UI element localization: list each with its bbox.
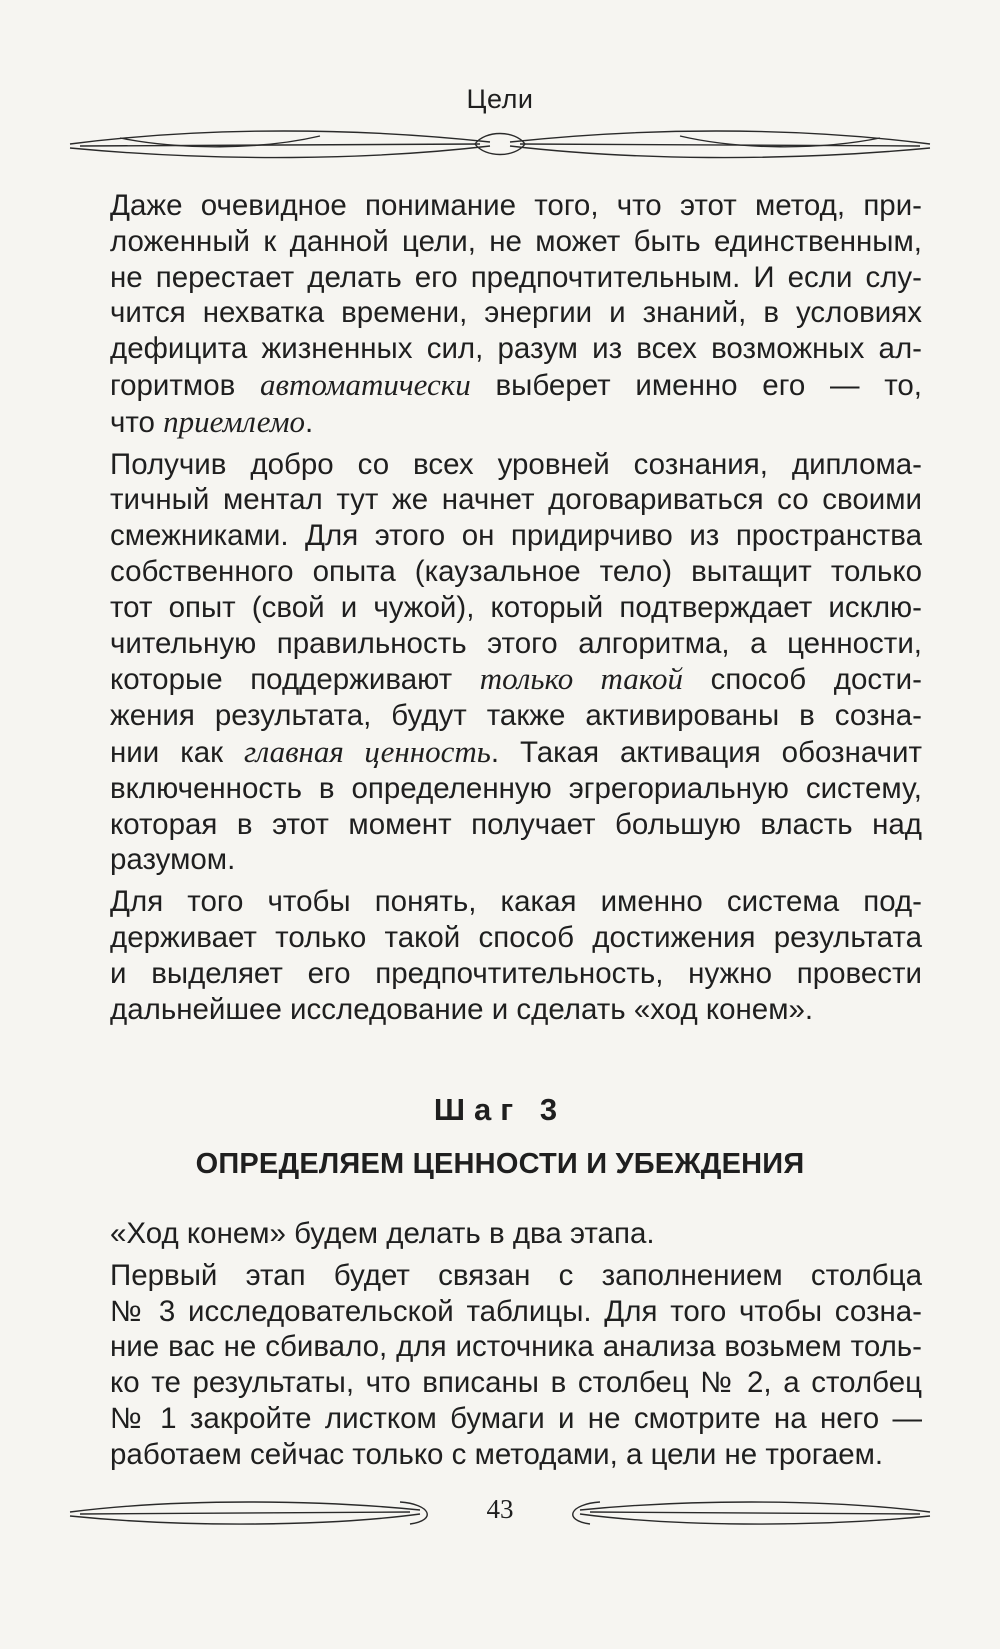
paragraph-3 xyxy=(70,884,922,1027)
text-line xyxy=(70,404,922,441)
emphasis-text: главная ценность xyxy=(244,733,491,769)
text-run: которые поддерживают xyxy=(110,663,480,697)
text-run: горитмов xyxy=(110,368,261,402)
text-line: Даже очевидное понимание того, что этот метод, при- xyxy=(110,189,922,222)
text-line: дефицита жизненных сил, разум из всех возможных ал- xyxy=(110,332,922,366)
text-line: «Ход конем» будем делать в два этапа. xyxy=(110,1217,655,1250)
text-line: ние вас не сбивало, для источника анализа возьмем толь- xyxy=(110,1330,922,1364)
text-line xyxy=(70,367,922,404)
main-text xyxy=(70,188,922,1027)
text-line: дальнейшее исследование и сделать «ход конем». xyxy=(110,992,814,1026)
text-line: ко те результаты, что вписаны в столбец № 2, а столбец xyxy=(110,1366,922,1400)
text-line: тот опыт (свой и чужой), который подтверждает исклю- xyxy=(110,590,922,624)
text-line: работаем сейчас только с методами, а цели не трогаем. xyxy=(110,1437,884,1471)
section-title: ОПРЕДЕЛЯЕМ ЦЕННОСТИ И УБЕЖДЕНИЯ xyxy=(195,1148,805,1180)
text-line: держивает только такой способ достижения результата xyxy=(110,920,922,954)
text-line: Получив добро со всех уровней сознания, диплома- xyxy=(110,447,922,481)
text-line: разумом. xyxy=(110,843,236,877)
section-text xyxy=(70,1216,922,1473)
emphasis-text: приемлемо xyxy=(163,403,305,439)
paragraph-1 xyxy=(70,188,922,441)
text-line: смежниками. Для этого он придирчиво из пространства xyxy=(110,519,922,553)
text-line: включенность в определенную эгрегориальную систему, xyxy=(110,771,922,805)
emphasis-text: автоматически xyxy=(260,366,471,402)
text-line: ложенный к данной цели, не может быть единственным, xyxy=(110,224,922,258)
text-line: № 1 закройте листком бумаги и не смотрите на него — xyxy=(110,1401,922,1435)
text-line: и выделяет его предпочтительность, нужно провести xyxy=(110,956,922,990)
text-line: не перестает делать его предпочтительным. И если слу- xyxy=(110,260,922,294)
paragraph-2 xyxy=(70,447,922,879)
text-run: что xyxy=(110,405,164,439)
paragraph-5 xyxy=(70,1258,922,1473)
text-run: . xyxy=(305,405,314,439)
text-run: . Такая активация обозначит xyxy=(490,735,922,769)
page-number: 43 xyxy=(486,1494,514,1524)
text-run: способ дости- xyxy=(683,663,922,697)
text-line: жения результата, будут также активированы в созна- xyxy=(110,699,922,733)
text-line: чится нехватка времени, энергии и знаний, в условиях xyxy=(110,296,922,330)
text-line: которая в этот момент получает большую власть над xyxy=(110,807,922,841)
section-step-label: Шаг 3 xyxy=(433,1092,567,1127)
header-ornament xyxy=(60,120,940,168)
text-line: тичный ментал тут же начнет договариваться со своими xyxy=(110,483,922,517)
text-line xyxy=(70,734,922,771)
text-line: чительную правильность этого алгоритма, а ценности, xyxy=(110,626,922,660)
paragraph-4 xyxy=(70,1216,922,1252)
text-line: № 3 исследовательской таблицы. Для того чтобы созна- xyxy=(110,1294,922,1328)
text-run: выберет именно его — то, xyxy=(470,368,922,402)
text-line: собственного опыта (каузальное тело) вытащит только xyxy=(110,554,922,588)
emphasis-text: только такой xyxy=(479,661,684,697)
text-line xyxy=(70,661,922,698)
text-line: Первый этап будет связан с заполнением столбца xyxy=(110,1258,922,1292)
running-head: Цели xyxy=(466,84,534,114)
text-run: нии как xyxy=(110,735,245,769)
text-line: Для того чтобы понять, какая именно система под- xyxy=(110,885,922,919)
